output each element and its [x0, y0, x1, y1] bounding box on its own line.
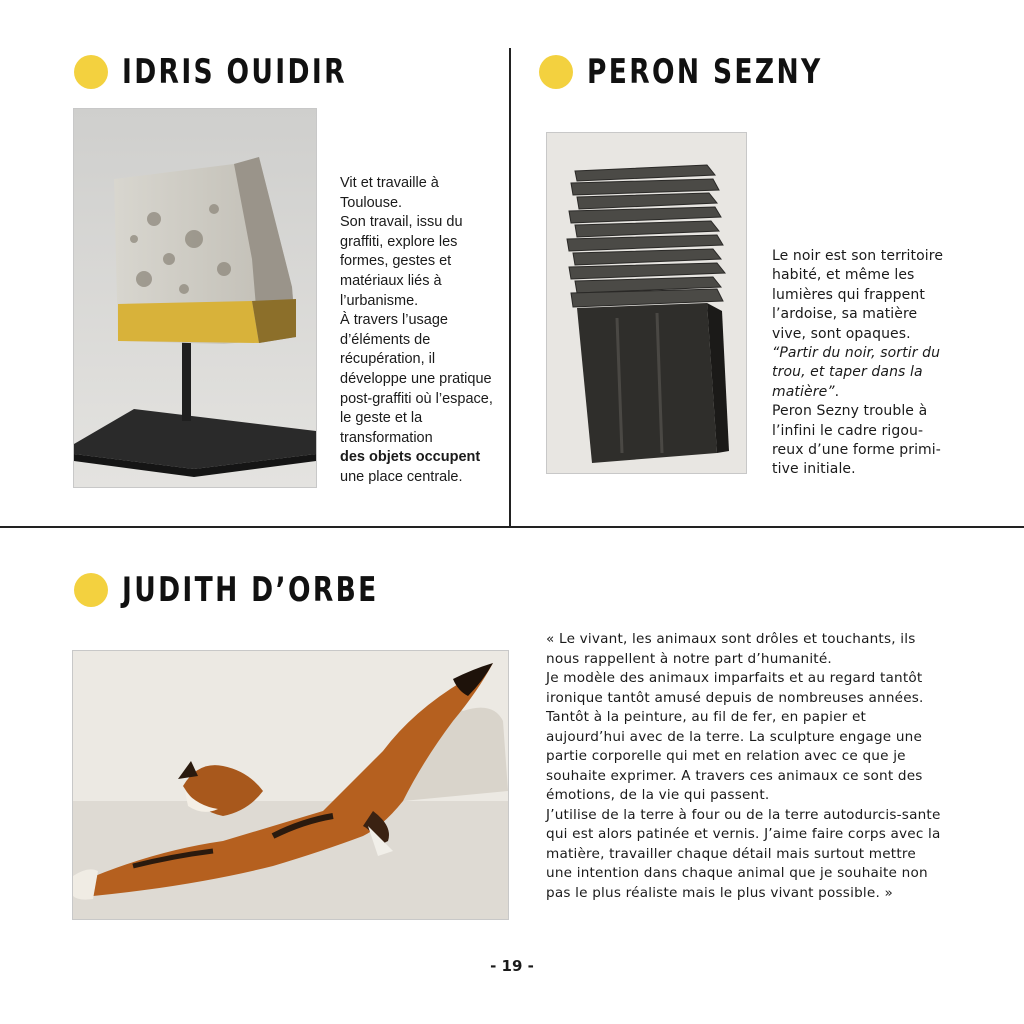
artist-name: PERON SEZNY [587, 52, 823, 92]
idris-paragraph: À travers l’usage d’éléments de récupération, il développe une pratique post-graffiti où l’espace, le geste et la transformation [340, 312, 493, 446]
idris-paragraph: une place centrale. [340, 468, 463, 485]
idris-description [340, 174, 500, 488]
idris-paragraph: Son travail, issu du graffiti, explore les formes, gestes et matériaux liés à l’urbanisme. [340, 214, 463, 309]
yellow-dot-icon [74, 573, 108, 607]
artist-name: IDRIS OUIDIR [122, 52, 347, 92]
sculpture-photo-idris [73, 108, 317, 488]
idris-paragraph: Vit et travaille à Toulouse. [340, 175, 439, 211]
heading-judith-dorbe [74, 570, 451, 610]
peron-paragraph: Le noir est son territoire habité, et même les lumières qui frappent l’ardoise, sa matière vive, sont opaques. [772, 248, 944, 342]
vertical-divider [509, 48, 511, 526]
peron-description [772, 247, 954, 480]
judith-paragraph: Je modèle des animaux imparfaits et au regard tantôt ironique tantôt amusé depuis de nombreuses années. Tantôt à la peinture, au fil de fer, en papier et aujourd’hui avec de la terre. La sculpture engage une partie corporelle qui met en relation avec ce que je souhaite exprimer. A travers ces animaux ce sont des émotions, de la vie qui passent. [546, 670, 924, 803]
heading-idris-ouidir [74, 52, 410, 92]
page-number: - 19 - [490, 957, 534, 975]
peron-quote-line [772, 344, 954, 402]
judith-paragraph: « Le vivant, les animaux sont drôles et touchants, ils nous rappellent à notre part d’humanité. [546, 631, 916, 667]
heading-peron-sezny [539, 52, 889, 92]
horizontal-divider [0, 526, 1024, 528]
sculpture-photo-peron [546, 132, 747, 474]
peron-quote-end: . [834, 383, 840, 400]
judith-description [546, 630, 946, 903]
idris-paragraph-highlight: des objets occupent [340, 449, 481, 466]
yellow-dot-icon [74, 55, 108, 89]
yellow-dot-icon [539, 55, 573, 89]
peron-quote: “Partir du noir, sortir du trou, et taper dans la matière” [772, 345, 941, 400]
judith-paragraph: J’utilise de la terre à four ou de la terre autodurcis-sante qui est alors patinée et vernis. J’aime faire corps avec la matière, travailler chaque détail mais surtout mettre une intention dans chaque animal que je souhaite non pas le plus réaliste mais le plus vivant possible. » [546, 806, 941, 901]
peron-paragraph: Peron Sezny trouble à l’infini le cadre rigou-reux d’une forme primi-tive initiale. [772, 403, 941, 478]
artist-name: JUDITH D’ORBE [122, 570, 379, 610]
sculpture-photo-judith [72, 650, 509, 920]
